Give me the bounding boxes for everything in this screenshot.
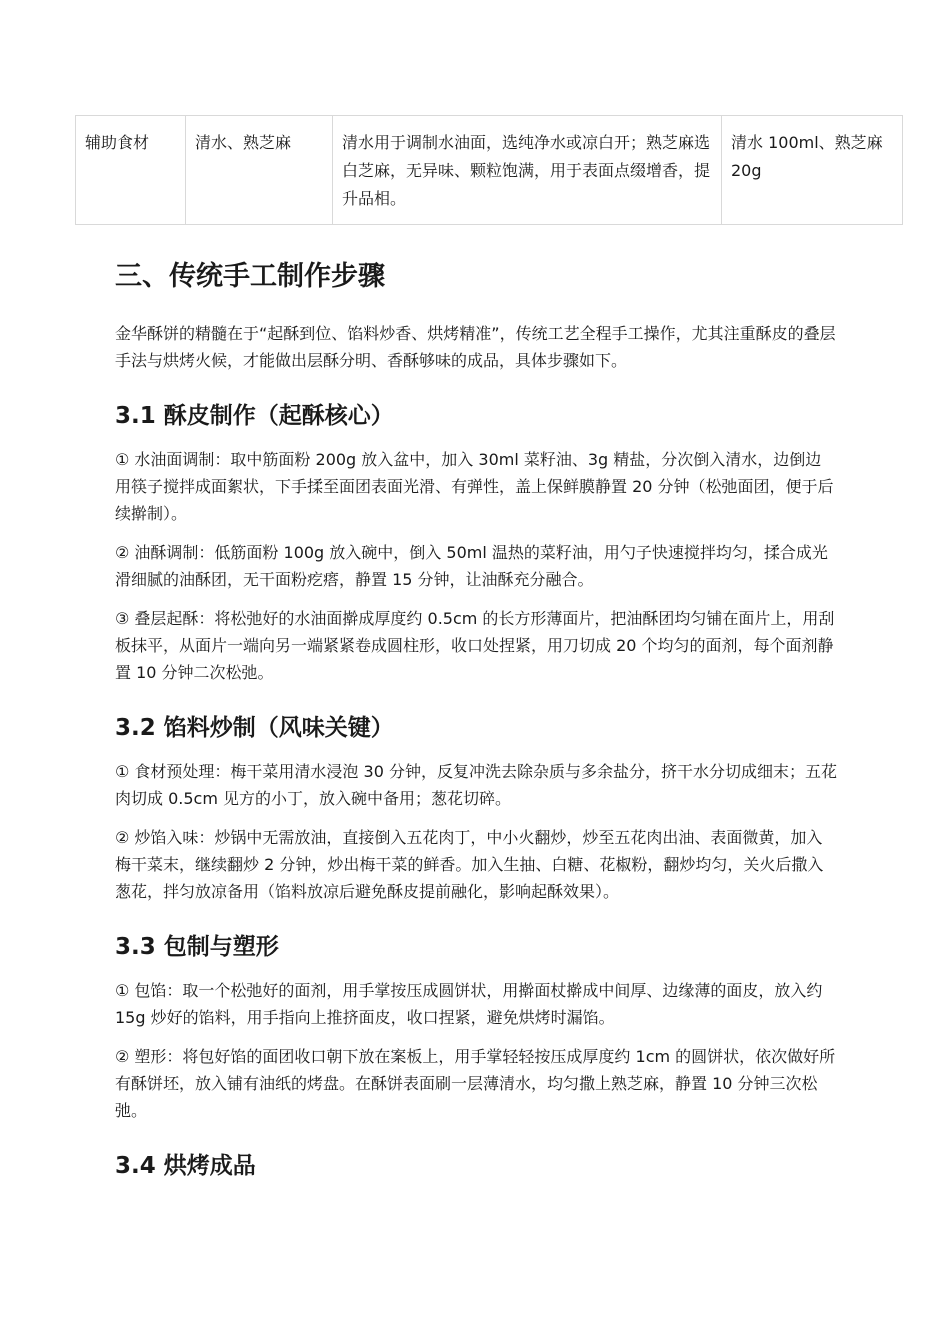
step-paragraph: ① 水油面调制：取中筋面粉 200g 放入盆中，加入 30ml 菜籽油、3g 精盐，分次倒入清水，边倒边用筷子搅拌成面絮状，下手揉至面团表面光滑、有弹性，盖上保鲜膜静置 20 分钟（松弛面团，便于后续擀制）。 — [115, 450, 834, 523]
ingredients-table — [75, 115, 903, 225]
subsection-heading: 3.4 烘烤成品 — [115, 1153, 256, 1179]
subsection-heading: 3.2 馅料炒制（风味关键） — [115, 715, 394, 741]
table-cell-amount: 清水 100ml、熟芝麻 20g — [722, 116, 903, 225]
section-title: 三、传统手工制作步骤 — [115, 261, 385, 292]
step-paragraph: ① 食材预处理：梅干菜用清水浸泡 30 分钟，反复冲洗去除杂质与多余盐分，挤干水分切成细末；五花肉切成 0.5cm 见方的小丁，放入碗中备用；葱花切碎。 — [115, 762, 837, 808]
subsection-heading: 3.3 包制与塑形 — [115, 934, 279, 960]
table-row — [76, 116, 903, 225]
step-paragraph: ② 炒馅入味：炒锅中无需放油，直接倒入五花肉丁，中小火翻炒，炒至五花肉出油、表面微黄，加入梅干菜末，继续翻炒 2 分钟，炒出梅干菜的鲜香。加入生抽、白糖、花椒粉，翻炒均匀，关火后撒入葱花，拌匀放凉备用（馅料放凉后避免酥皮提前融化，影响起酥效果）。 — [115, 828, 824, 901]
table-cell-items: 清水、熟芝麻 — [186, 116, 333, 225]
main-content — [115, 252, 837, 1196]
step-paragraph: ② 塑形：将包好馅的面团收口朝下放在案板上，用手掌轻轻按压成厚度约 1cm 的圆饼状，依次做好所有酥饼坯，放入铺有油纸的烤盘。在酥饼表面刷一层薄清水，均匀撒上熟芝麻，静置 10 分钟三次松弛。 — [115, 1047, 836, 1120]
step-paragraph: ① 包馅：取一个松弛好的面剂，用手掌按压成圆饼状，用擀面杖擀成中间厚、边缘薄的面皮，放入约 15g 炒好的馅料，用手指向上推挤面皮，收口捏紧，避免烘烤时漏馅。 — [115, 981, 823, 1027]
subsection-heading: 3.1 酥皮制作（起酥核心） — [115, 403, 394, 429]
step-paragraph: ③ 叠层起酥：将松弛好的水油面擀成厚度约 0.5cm 的长方形薄面片，把油酥团均匀铺在面片上，用刮板抹平，从面片一端向另一端紧紧卷成圆柱形，收口处捏紧，用刀切成 20 个均匀的面剂，每个面剂静置 10 分钟二次松弛。 — [115, 609, 835, 682]
table-cell-description: 清水用于调制水油面，选纯净水或凉白开；熟芝麻选白芝麻，无异味、颗粒饱满，用于表面点缀增香，提升品相。 — [333, 116, 722, 225]
table-cell-category: 辅助食材 — [76, 116, 186, 225]
step-paragraph: ② 油酥调制：低筋面粉 100g 放入碗中，倒入 50ml 温热的菜籽油，用勺子快速搅拌均匀，揉合成光滑细腻的油酥团，无干面粉疙瘩，静置 15 分钟，让油酥充分融合。 — [115, 543, 828, 589]
section-intro: 金华酥饼的精髓在于“起酥到位、馅料炒香、烘烤精准”，传统工艺全程手工操作，尤其注重酥皮的叠层手法与烘烤火候，才能做出层酥分明、香酥够味的成品，具体步骤如下。 — [115, 324, 836, 370]
